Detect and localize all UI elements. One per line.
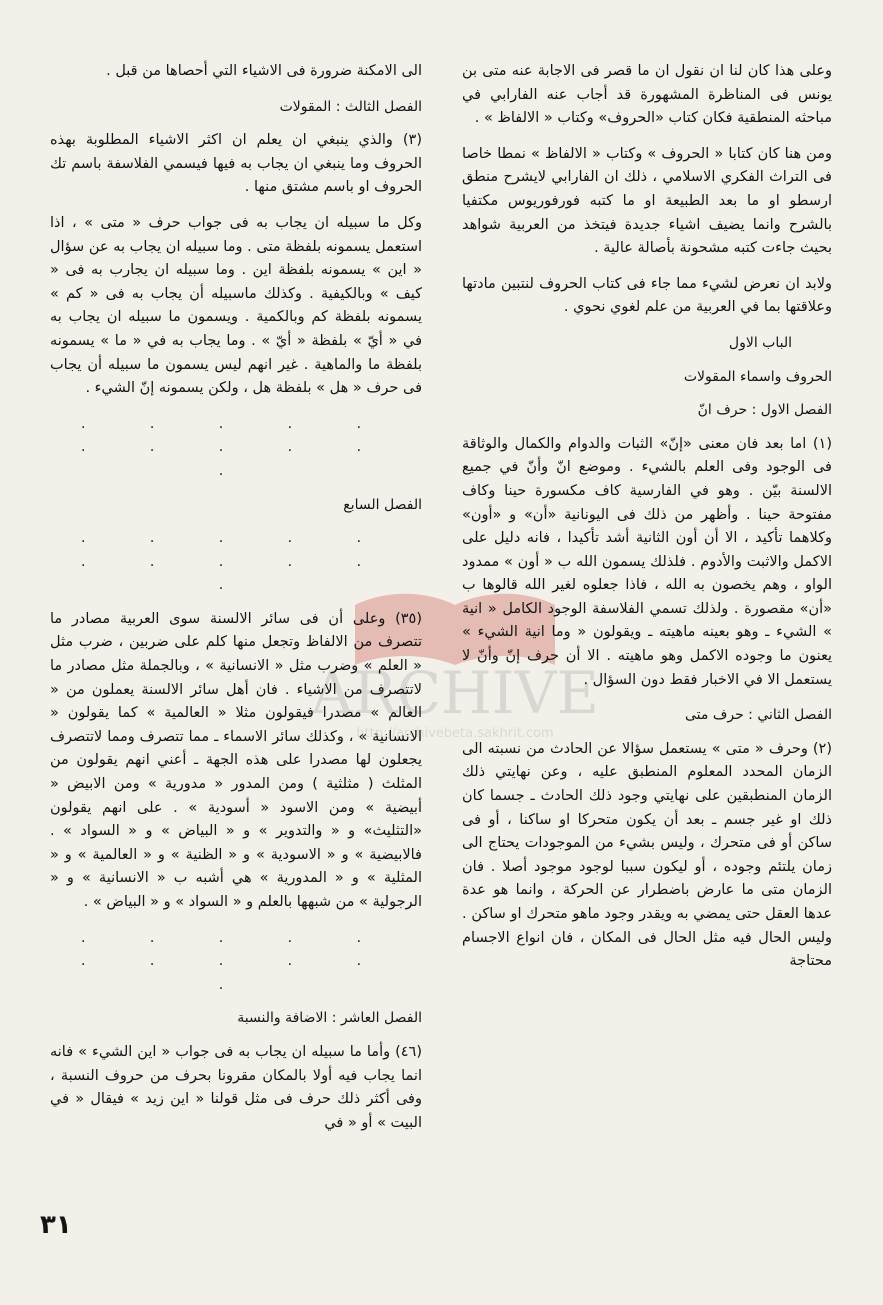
paragraph: (٣) والذي ينبغي ان يعلم ان اكثر الاشياء المطلوبة بهذه الحروف وما ينبغي ان يجاب به فيها فيسمي الفلاسفة باسم تك الحروف او باسم مشتق منها . bbox=[50, 132, 422, 196]
paragraph: (٣٥) وعلى أن فى سائر الالسنة سوى العربية مصادر ما تتصرف من الالفاظ وتجعل منها كلم على ضربين ، ضرب مثل « العلم » وضرب مثل « الانسانية » ، وبالجملة مثل مصادر ما لاتتصرف من الاشياء . فان أهل سائر الالسنة يعملون من « العالم » مصدرا فيقولون مثلا « العالمية » كما يقولون « الانسانية » ، وكذلك سائر الاسماء ـ مما تتصرف ومما لاتتصرف يجعلون لها مصدرا على هذه الجهة ـ أعني انهم يقولون من المثلث ( مثلثية ) ومن المدور « مدورية » ومن الابيض « أبيضية » ومن الاسود « أسودية » . على انهم يقولون «التثليث» و « والتدوير » و « البياض » و « السواد » . فالابيضية » و « الاسودية » و « الظنية » و « العالمية » و « المثلية » و « المدورية » هي أشبه ب « الانسانية » و « الرجولية » من شبهها بالعلم و « السواد » و « البياض » . bbox=[50, 610, 422, 910]
ellipsis-separator: . . . . . . . . . . . bbox=[80, 929, 392, 993]
paragraph: ولابد ان نعرض لشيء مما جاء فى كتاب الحروف لنتبين مادتها وعلاقتها بما في العربية من علم لغوي نحوي . bbox=[462, 275, 832, 316]
chapter-heading: الفصل الثالث : المقولات bbox=[279, 98, 422, 115]
ellipsis-separator: . . . . . . . . . . . bbox=[80, 415, 392, 479]
chapter-heading: الفصل الاول : حرف انّ bbox=[697, 402, 832, 419]
watermark-brand: ARCHIVE bbox=[311, 659, 599, 727]
chapter-heading: الفصل السابع bbox=[343, 496, 422, 513]
ellipsis-separator: . . . . . . . . . . . bbox=[80, 530, 392, 594]
chapter-heading: الفصل الثاني : حرف متى bbox=[685, 707, 832, 724]
paragraph: وعلى هذا كان لنا ان نقول ان ما قصر فى الاجابة عنه متى بن يونس فى المناظرة المشهورة قد أجاب عنه الفارابي في مباحثه المنطقية فكان كتاب «الحروف» وكتاب « الالفاظ » . bbox=[462, 63, 832, 127]
paragraph: (١) اما بعد فان معنى «إنّ» الثبات والدوام والكمال والوثاقة فى الوجود وفى العلم بالشيء . وموضع انّ وأنّ في جميع الالسنة بيّن . وهو في الفارسية كاف مكسورة حينا وكاف مفتوحة حينا . وأظهر من ذلك فى اليونانية «أن» و «أون» وكلاهما تأكيد ، الا أن أون الثانية أشد تأكيدا ، فانه دليل على الاكمل والاثبت والأدوم . فلذلك يسمون الله ب « أون » ممدود الواو ، وهم يخصون به الله ، فاذا جعلوه لغير الله قالوها ب «أن» مقصورة . ولذلك تسمي الفلاسفة الوجود الكامل « انية » الشيء ـ وهو بعينه ماهيته ـ ويقولون « وما انية الشيء » يعنون ما وجوده الاكمل وهو ماهيته . الا أن حرف إنّ وأنّ لا يستعمل الا في الاخبار فقط دون السؤال . bbox=[462, 435, 832, 688]
paragraph: ومن هنا كان كتابا « الحروف » وكتاب « الالفاظ » نمطا خاصا فى التراث الفكري الاسلامي ، ذلك ان الفارابي لايشرح منطق ارسطو او ما بعد الطبيعة او ما كتبه فورفوريوس مكتفيا بالشرح وانما يضيف اشياء جديدة فيتخذ من العربية شواهد بحيث جاءت كتبه مشحونة بأصالة عالية . bbox=[462, 145, 832, 257]
page-number: ٣١ bbox=[40, 1210, 72, 1240]
paragraph: وكل ما سبيله ان يجاب به فى جواب حرف « متى » ، اذا استعمل يسمونه بلفظة متى . وما سبيله ان يجاب به عن سؤال « اين » يسمونه بلفظة اين . وما سبيله ان يجارب به فى « كيف » وبالكيفية . وكذلك ماسبيله أن يجاب به فى « كم » يسمونه بلفظة كم وبالكمية . ويسمون ما سبيله ان يجاب به في « أيّ » بلفظة « أيّ » . وما يجاب به في « ما » يسمونه بلفظة ما والماهية . غير انهم ليس يسمون ما سبيله أن يجاب فى حرف « هل » بلفظة هل ، ولكن يسمونه إنّ الشيء . bbox=[50, 214, 422, 397]
left-column bbox=[50, 60, 422, 1147]
paragraph: (٤٦) وأما ما سبيله ان يجاب به فى جواب « اين الشيء » فانه انما يجاب فيه أولا بالمكان مقرونا بحرف من حروف النسبة ، وفى أكثر ذلك حرف فى مثل قولنا « اين زيد » فيقال « في البيت » أو « في bbox=[50, 1043, 422, 1131]
watermark-url: http://archivebeta.sakhrit.com bbox=[356, 726, 554, 741]
paragraph: الى الامكنة ضرورة فى الاشياء التي أحصاها من قبل . bbox=[106, 63, 422, 79]
part-subheading: الحروف واسماء المقولات bbox=[683, 368, 832, 385]
part-heading: الباب الاول bbox=[728, 334, 792, 351]
chapter-heading: الفصل العاشر : الاضافة والنسبة bbox=[237, 1010, 422, 1027]
paragraph: (٢) وحرف « متى » يستعمل سؤالا عن الحادث من نسبته الى الزمان المحدد المعلوم المنطبق عليه ، وعن نهايتي ذلك الزمان المنطبقين على نهايتي وجود ذلك الحادث ـ جسما كان ذلك او غير جسم ـ بعد أن يكون متحركا او ساكنا ، أو فى ساكن أو فى متحرك ، وليس بشيء من الموجودات يحتاج الى زمان يلتئم وجوده ، أو ليكون سببا لوجود موجود أصلا . فان الزمان متى ما عارض باضطرار عن الحركة ، وانما هو عدة عدها العقل حتى يمضي به ويقدر وجود ماهو متحرك او ساكن . وليس الحال فيه مثل الحال فى المكان ، فان انواع الاجسام محتاجة bbox=[462, 740, 832, 970]
right-column bbox=[462, 60, 832, 986]
